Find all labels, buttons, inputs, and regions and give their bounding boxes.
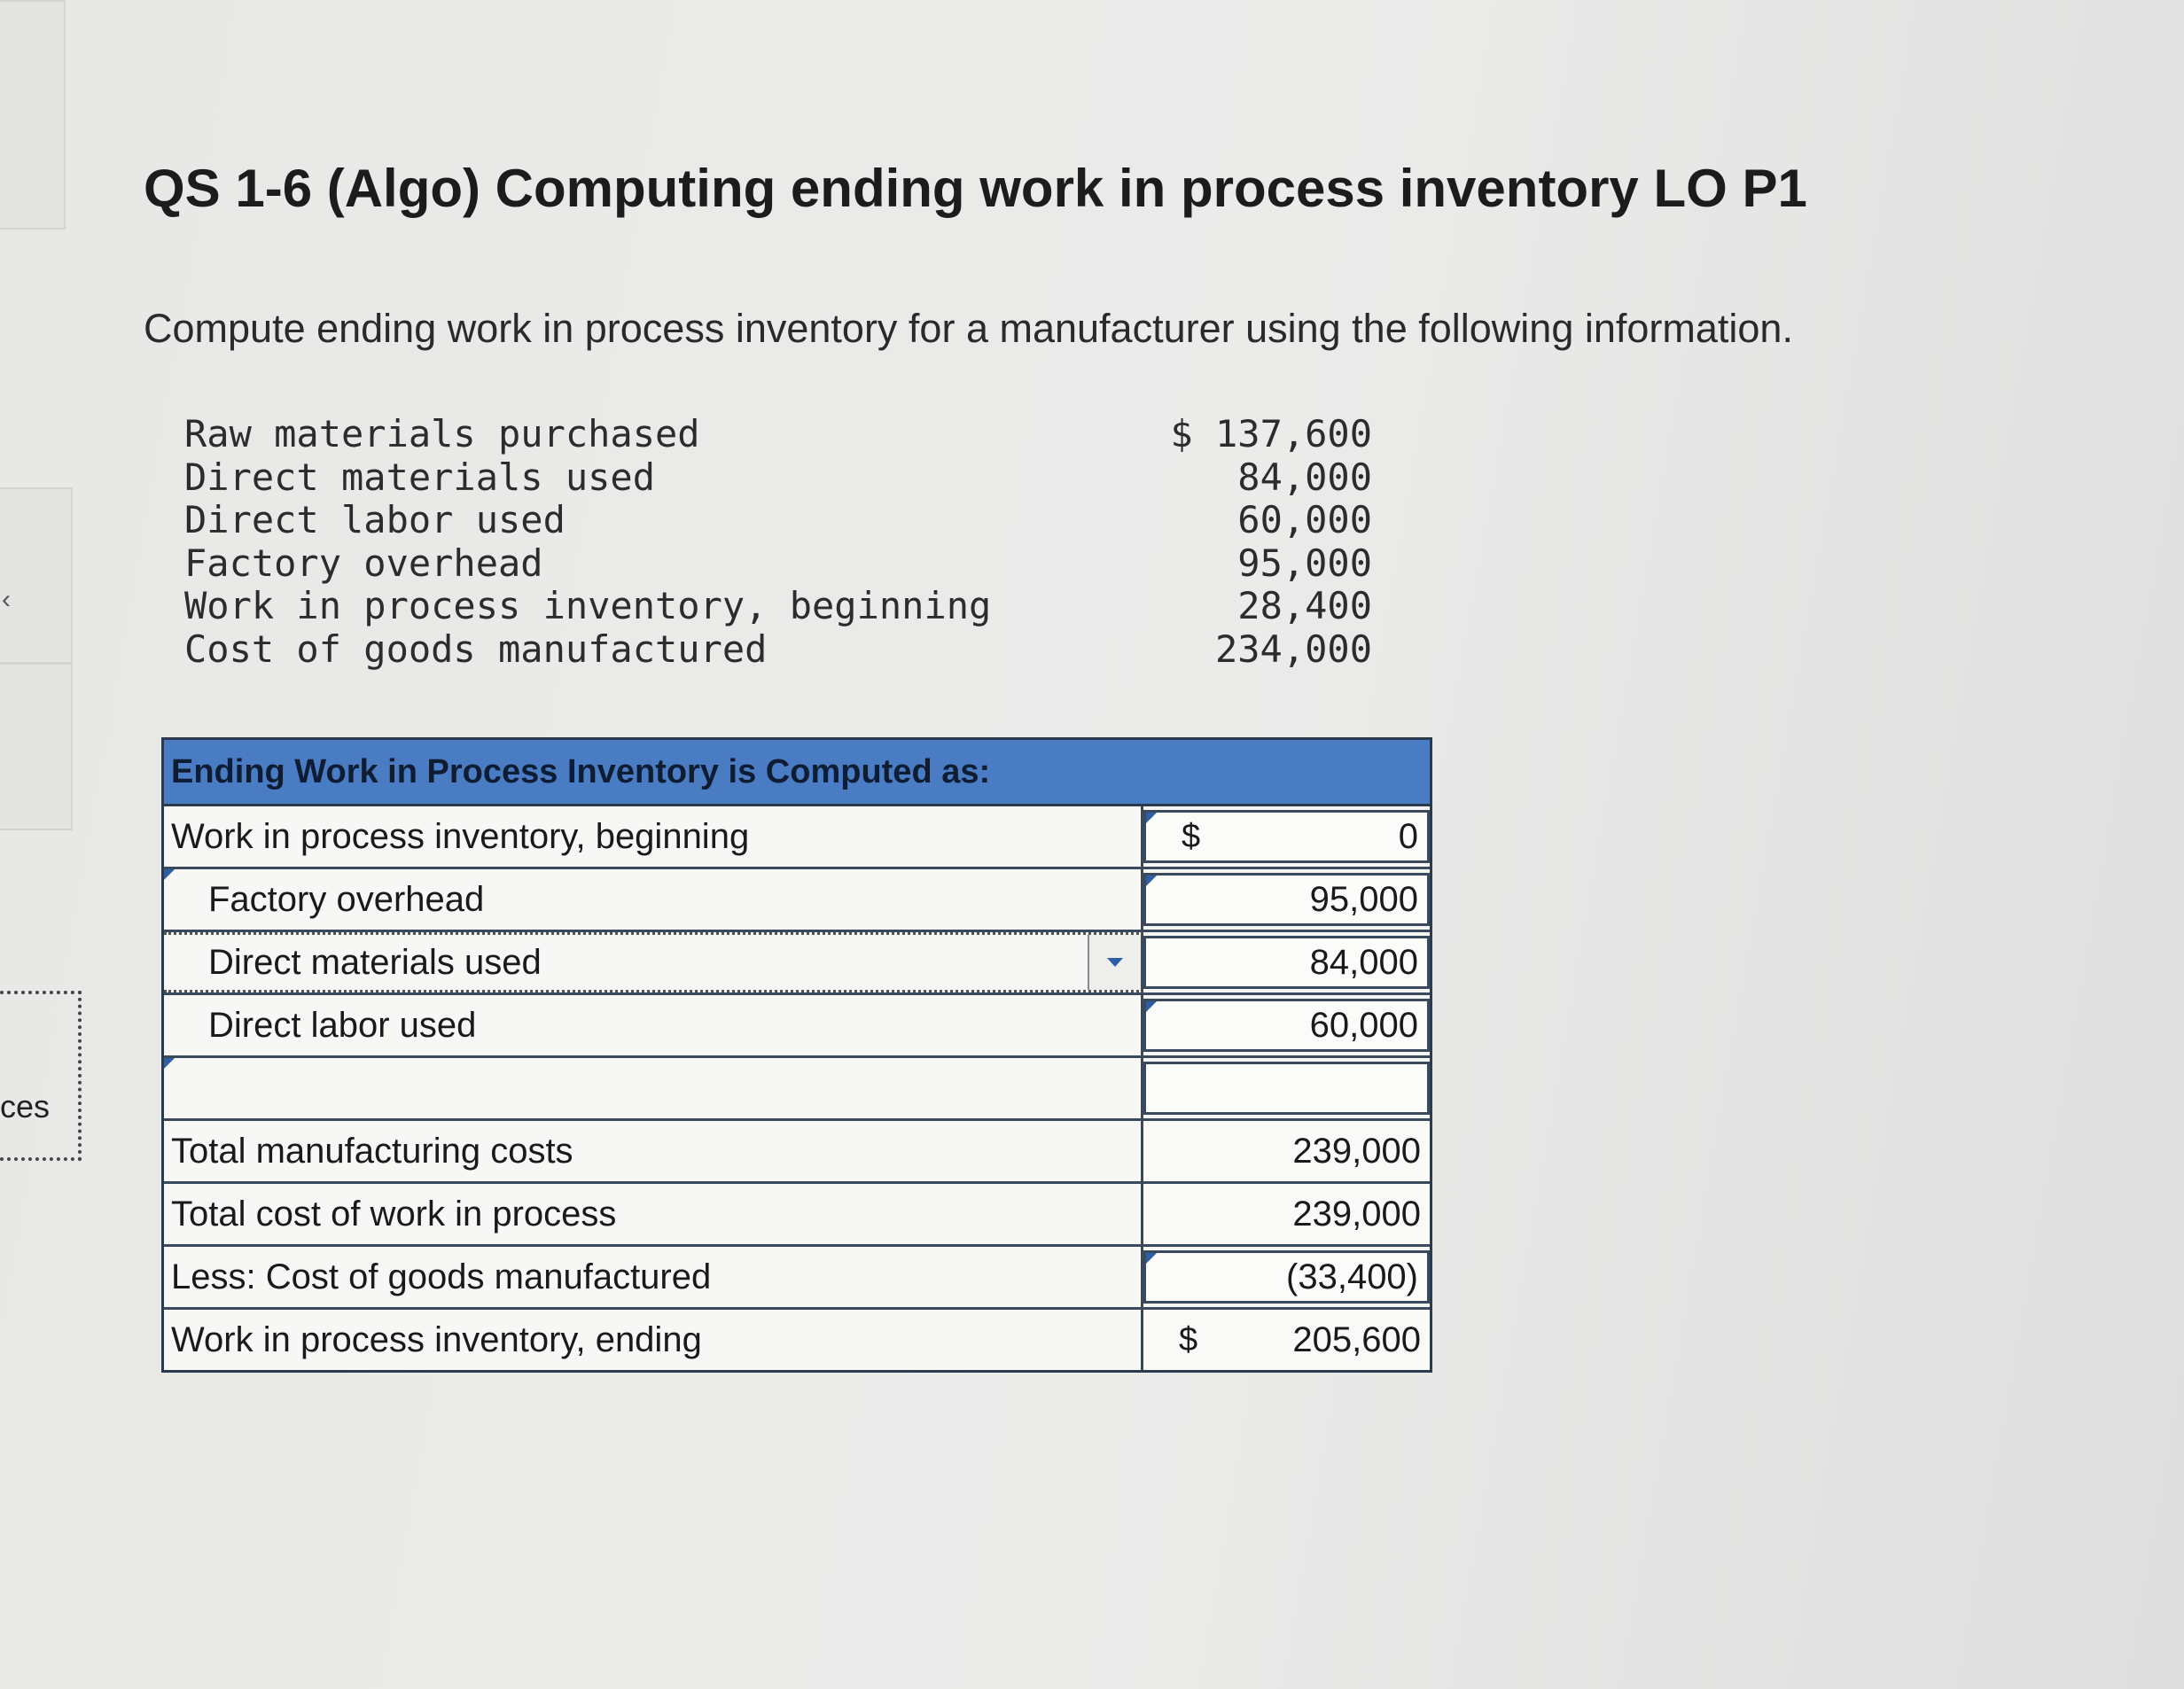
table-row <box>164 869 1430 932</box>
sidebar-panel-top <box>0 0 66 230</box>
answer-flag-icon <box>164 1058 175 1069</box>
row-label: Total cost of work in process <box>171 1194 617 1234</box>
amount-value: 84,000 <box>1309 942 1418 982</box>
amount-value: 239,000 <box>1292 1131 1421 1171</box>
info-label: Direct materials used <box>184 455 656 499</box>
amount-input[interactable] <box>1143 936 1430 989</box>
amount-value: 239,000 <box>1292 1194 1421 1234</box>
computation-table-header: Ending Work in Process Inventory is Computed as: <box>164 740 1430 806</box>
amount-total <box>1143 1184 1430 1244</box>
table-row <box>164 1247 1430 1310</box>
row-label-field <box>164 1121 1143 1181</box>
amount-value: 205,600 <box>1292 1319 1421 1359</box>
row-label: Total manufacturing costs <box>171 1131 573 1171</box>
amount-value: 0 <box>1398 816 1418 856</box>
info-value: 60,000 <box>1237 498 1372 541</box>
amount-total <box>1143 1121 1430 1181</box>
sidebar-panel-mid[interactable] <box>0 487 73 664</box>
amount-value: 60,000 <box>1309 1005 1418 1045</box>
row-label: Work in process inventory, ending <box>171 1319 702 1359</box>
table-row <box>164 995 1430 1058</box>
table-row <box>164 932 1430 995</box>
row-label-select[interactable] <box>164 932 1143 992</box>
row-label-field <box>164 1184 1143 1244</box>
amount-input[interactable] <box>1143 1250 1430 1304</box>
amount-input[interactable] <box>1143 1062 1430 1115</box>
amount-total <box>1143 1310 1430 1370</box>
info-value: $ 137,600 <box>1170 412 1372 455</box>
info-row <box>184 628 1372 672</box>
row-label-select[interactable] <box>164 1310 1143 1370</box>
answer-flag-icon <box>1146 876 1157 886</box>
table-row <box>164 1058 1430 1121</box>
table-row <box>164 806 1430 869</box>
info-value: 95,000 <box>1237 541 1372 585</box>
amount-value: 95,000 <box>1309 879 1418 919</box>
info-row <box>184 585 1372 628</box>
sidebar-references-label: ces <box>0 1088 51 1125</box>
sidebar-references-button[interactable] <box>0 991 82 1161</box>
info-row <box>184 456 1372 500</box>
ending-wip-computation-table <box>161 737 1432 1373</box>
amount-input[interactable] <box>1143 999 1430 1052</box>
row-label-select[interactable] <box>164 1058 1143 1118</box>
info-row <box>184 499 1372 542</box>
currency-symbol: $ <box>1182 817 1201 855</box>
info-row <box>184 413 1372 456</box>
chevron-left-icon[interactable]: ‹ <box>2 585 11 614</box>
chevron-down-icon <box>1107 958 1123 967</box>
row-label: Less: Cost of goods manufactured <box>171 1257 712 1296</box>
info-label: Factory overhead <box>184 541 543 585</box>
table-row <box>164 1310 1430 1370</box>
row-label-select[interactable] <box>164 1247 1143 1307</box>
info-value: 234,000 <box>1214 627 1372 671</box>
sidebar-panel-lower[interactable] <box>0 663 73 830</box>
dropdown-button[interactable] <box>1088 935 1141 990</box>
table-row <box>164 1184 1430 1247</box>
table-row <box>164 1121 1430 1184</box>
amount-input[interactable] <box>1143 810 1430 863</box>
question-title: QS 1-6 (Algo) Computing ending work in process inventory LO P1 <box>144 159 1807 218</box>
info-value: 84,000 <box>1237 455 1372 499</box>
info-label: Work in process inventory, beginning <box>184 584 992 627</box>
row-label-field <box>164 806 1143 867</box>
row-label: Direct materials used <box>208 942 542 982</box>
currency-symbol: $ <box>1179 1320 1198 1358</box>
info-label: Cost of goods manufactured <box>184 627 768 671</box>
info-value: 28,400 <box>1237 584 1372 627</box>
answer-flag-icon <box>1146 813 1157 823</box>
answer-flag-icon <box>1146 1001 1157 1012</box>
row-label: Work in process inventory, beginning <box>171 816 750 856</box>
amount-input[interactable] <box>1143 873 1430 926</box>
row-label: Factory overhead <box>208 879 485 919</box>
info-label: Direct labor used <box>184 498 566 541</box>
answer-flag-icon <box>164 869 175 880</box>
row-label-select[interactable] <box>164 869 1143 930</box>
given-information-table <box>184 413 1372 671</box>
amount-value: (33,400) <box>1286 1257 1418 1296</box>
info-row <box>184 542 1372 586</box>
info-label: Raw materials purchased <box>184 412 700 455</box>
question-instructions: Compute ending work in process inventory for a manufacturer using the following information. <box>144 306 1793 351</box>
answer-flag-icon <box>1146 1253 1157 1264</box>
row-label-select[interactable] <box>164 995 1143 1055</box>
row-label: Direct labor used <box>208 1005 477 1045</box>
